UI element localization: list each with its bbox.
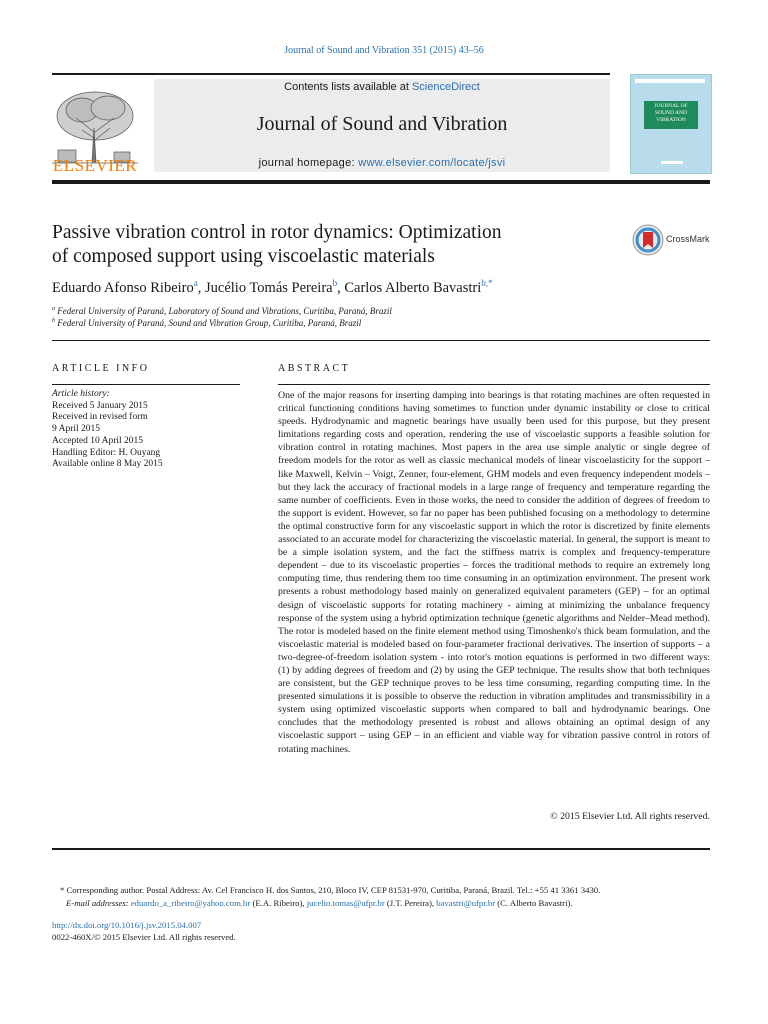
contents-line — [154, 81, 610, 93]
history-item: 9 April 2015 — [52, 424, 101, 435]
article-history — [52, 389, 242, 471]
journal-homepage — [154, 157, 610, 169]
homepage-link[interactable]: www.elsevier.com/locate/jsvi — [358, 157, 506, 169]
abstract-heading: ABSTRACT — [278, 363, 351, 374]
crossmark-badge[interactable] — [632, 224, 712, 256]
history-item: Received in revised form — [52, 412, 148, 423]
header-bottom-rule — [52, 180, 710, 184]
affiliation-a — [52, 306, 652, 316]
affiliation-text: Federal University of Paraná, Laboratory of Sound and Vibrations, Curitiba, Paraná, Brazil — [57, 306, 392, 316]
history-label: Article history: — [52, 389, 110, 399]
email-link[interactable]: eduardo_a_ribeiro@yahoo.com.br — [130, 897, 251, 908]
article-info-heading: ARTICLE INFO — [52, 363, 150, 374]
history-item: Available online 8 May 2015 — [52, 459, 163, 470]
email-label: E-mail addresses: — [66, 897, 131, 908]
author-name: Jucélio Tomás Pereira — [205, 279, 333, 296]
author-name: Carlos Alberto Bavastri — [344, 279, 482, 296]
history-item: Received 5 January 2015 — [52, 400, 148, 411]
article-info-rule — [52, 384, 240, 385]
email-link[interactable]: jucelio.tomas@ufpr.br — [306, 897, 385, 908]
abstract-text: One of the major reasons for inserting damping into bearings is that rotating machines are often requested in critical functioning conditions having sometimes to function under dynamic instability or close to critical speeds. Hydrodynamic and magnetic bearings have usually been used for this purpose, but they present limitations regarding costs and operation, rendering the use of viscoelastic supports a feasible solution for vibration control in rotating machines. Most papers in the area use simple analytic or single degree of freedom models for the rotor as well as classic mechanical models of linear viscoelasticity for the support – like Maxwell, Kelvin – Voigt, Zenner, four-element, GHM models and even frequency independent models – but they lack the accuracy of fractional models in a large range of frequency and temperature regarding the same number of coefficients. Even in those works, the need to consider the addition of degrees of freedom to the support is evident. However, so far no paper has been published focusing on a methodology to determine the optimal constructive form for any viscoelastic support in which the rotor is discretized by finite elements associated to an accurate model for characterizing the viscoelastic material. In general, the support is meant to be a simple isolation system, and the fact the stiffness matrix is complex and frequency-temperature dependent – due to its viscoelastic properties – forces the traditional methods to require an extremely long computing time, thus rendering them too time consuming in an optimization environment. The present work presents a robust methodology based mainly on generalized equivalent parameters (GEP) – for an optimal design of viscoelastic supports for rotating machinery - aiming at minimizing the unbalance frequency response of the system using a hybrid optimization technique (genetic algorithms and Nelder–Mead method). The rotor is modeled based on the finite element method using Timoshenko's thick beam formulation, and the viscoelastic material is modeled based on four-parameter fractional derivatives. The insertion of supports – a two-degree-of-freedom isolation system - into rotor's motion equations is performed in two different ways: (1) by adding degrees of freedom and (2) by using the GEP technique. The results show that both techniques are consistent, but the GEP technique proves to be less time consuming, regarding computing time. In the presented simulations it is possible to observe the reduction in vibration amplitudes and transmissibility in a system using optimized viscoelastic supports when compared to ball and hydrodynamic bearings. One concludes that the methodology presented is robust and allows obtaining an optimal design of any viscoelastic support – using GEP – in an efficient and viable way for vibration passive control in rotors of rotating machines. — [278, 390, 710, 755]
abstract-copyright: © 2015 Elsevier Ltd. All rights reserved. — [550, 811, 710, 822]
affiliation-mark: b — [52, 318, 55, 324]
sciencedirect-link[interactable]: ScienceDirect — [411, 81, 480, 93]
article-title — [52, 221, 612, 269]
journal-citation[interactable]: Journal of Sound and Vibration 351 (2015) 43–56 — [284, 45, 484, 56]
affiliation-b — [52, 318, 652, 328]
article-title-line-2: of composed support using viscoelastic materials — [52, 246, 435, 267]
issn-line: 0022-460X/© 2015 Elsevier Ltd. All rights reserved. — [52, 932, 236, 942]
article-title-line-1: Passive vibration control in rotor dynamics: Optimization — [52, 222, 502, 243]
author-affiliation-mark[interactable]: b — [332, 278, 338, 288]
corresponding-author-text: * Corresponding author. Postal Address: Av. Cel Francisco H. dos Santos, 210, Bloco IV, CEP 81531-970, Curitiba, Paraná, Brazil. Tel.: +55 41 3361 3430. — [60, 885, 601, 895]
email-addresses — [52, 897, 712, 910]
doi-link[interactable]: http://dx.doi.org/10.1016/j.jsv.2015.04.007 — [52, 920, 202, 930]
cover-line-1: JOURNAL OF — [654, 103, 688, 109]
journal-title: Journal of Sound and Vibration — [256, 113, 508, 135]
crossmark-icon — [632, 224, 664, 256]
email-owner: (E.A. Ribeiro), — [250, 897, 307, 908]
section-divider — [52, 340, 710, 341]
corresponding-author-footnote — [52, 884, 712, 909]
affiliation-text: Federal University of Paraná, Sound and Vibration Group, Curitiba, Paraná, Brazil — [57, 318, 362, 328]
history-item: Handling Editor: H. Ouyang — [52, 447, 161, 458]
author-list: Eduardo Afonso Ribeiro$^a$, Jucélio Tomás Pereira$^b$, Carlos Alberto Bavastri$^{b,*}$ — [52, 278, 493, 296]
homepage-prefix: journal homepage: — [258, 157, 359, 169]
author-name: Eduardo Afonso Ribeiro — [52, 279, 194, 296]
cover-line-2: SOUND AND — [655, 110, 687, 116]
author-affiliation-mark[interactable]: b,* — [481, 278, 493, 288]
crossmark-label: CrossMark — [666, 234, 710, 244]
email-owner: (C. Alberto Bavastri). — [495, 897, 573, 908]
cover-line-3: VIBRATION — [656, 117, 686, 123]
abstract-rule — [278, 384, 710, 385]
author-affiliation-mark[interactable]: a — [193, 278, 198, 288]
header-top-rule — [52, 73, 610, 75]
journal-cover-image — [630, 74, 712, 174]
footnote-rule — [52, 848, 710, 850]
affiliation-mark: a — [52, 306, 55, 312]
history-item: Accepted 10 April 2015 — [52, 435, 144, 446]
contents-prefix: Contents lists available at — [284, 81, 412, 93]
email-owner: (J.T. Pereira), — [384, 897, 437, 908]
email-link[interactable]: bavastri@ufpr.br — [436, 897, 496, 908]
elsevier-wordmark: ELSEVIER — [52, 156, 138, 175]
